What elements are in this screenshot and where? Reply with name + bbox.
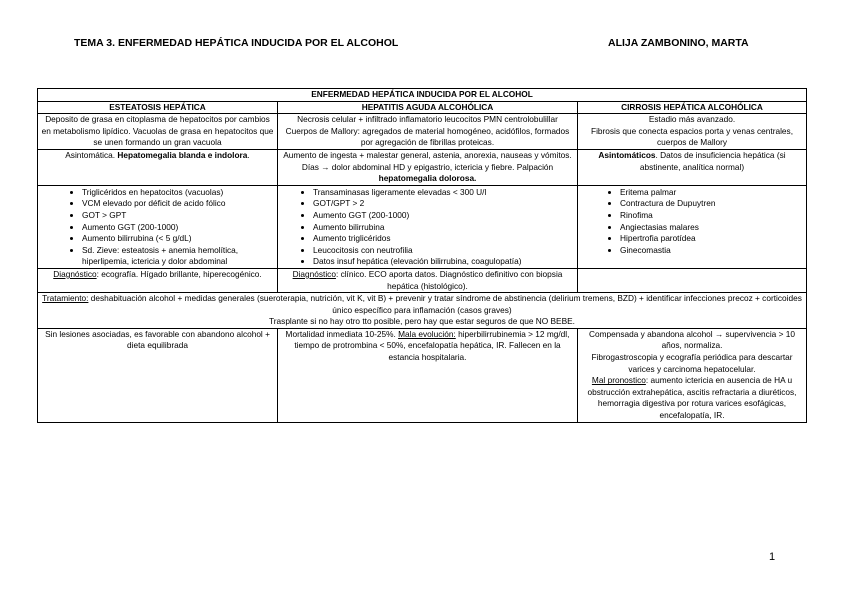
treatment-cell (38, 293, 807, 329)
lab-cirrosis (578, 185, 807, 268)
clinic-hepatitis (278, 149, 578, 185)
clinic-text: . Datos de insuficiencia hepática (si abstinente, analítica normal) (639, 149, 786, 172)
definition-hepatitis-line: Cuerpos de Mallory: agregados de material homogéneo, acidófilos, formados por agregación de fibrillas proteicas. (285, 125, 570, 148)
prognosis-text: Fibrogastroscopia y ecografía periódica para descartar varices y carcinoma hepatocelular. (591, 352, 793, 374)
list-item: • Sd. Zieve: esteatosis + anemia hemolítica, hiperlipemia, ictericia y dolor abdominal (82, 245, 274, 268)
clinic-highlight: Asintomáticos (598, 149, 656, 160)
clinic-cirrosis (578, 149, 807, 185)
document-title: TEMA 3. ENFERMEDAD HEPÁTICA INDUCIDA POR EL ALCOHOL (74, 37, 399, 49)
diagnosis-label: Diagnóstico (292, 268, 336, 279)
treatment-label: Tratamiento: (42, 293, 89, 304)
column-header-cirrosis: CIRROSIS HEPÁTICA ALCOHÓLICA (578, 101, 807, 114)
list-item: • Aumento GGT (200-1000) (82, 222, 274, 234)
clinic-row (38, 149, 807, 185)
prognosis-label: Mala evolución: (398, 328, 456, 339)
diagnosis-hepatitis (278, 268, 578, 292)
column-header-row (38, 101, 807, 114)
definition-row (38, 114, 807, 150)
column-header-hepatitis: HEPATITIS AGUDA ALCOHÓLICA (278, 101, 578, 114)
prognosis-text: Mortalidad inmediata 10-25%. (285, 328, 396, 339)
diagnosis-text: : clínico. ECO aporta datos. Diagnóstico definitivo con biopsia hepática (histológico). (335, 268, 563, 291)
list-item: • Aumento bilirrubina (< 5 g/dL) (82, 233, 274, 245)
definition-hepatitis (278, 114, 578, 150)
list-item: • Ginecomastia (620, 245, 803, 257)
diagnosis-esteatosis (38, 268, 278, 292)
prognosis-row (38, 328, 807, 422)
treatment-row (38, 293, 807, 329)
list-item: • Eritema palmar (620, 187, 803, 199)
lab-esteatosis (38, 185, 278, 268)
prognosis-esteatosis: Sin lesiones asociadas, es favorable con abandono alcohol + dieta equilibrada (38, 328, 278, 422)
prognosis-text (581, 375, 803, 421)
definition-cirrosis-line: Estadio más avanzado. (648, 114, 736, 125)
list-item: • Datos insuf hepática (elevación bilirrubina, coagulopatía) (313, 256, 574, 268)
prognosis-detail: : aumento ictericia en ausencia de HA u obstrucción extrahepática, ascitis refractaria a diuréticos, hemorragia digestiva por rotura varices esofágicas, encefalopatía, IR. (587, 375, 797, 421)
diagnosis-row (38, 268, 807, 292)
disease-table (37, 88, 807, 423)
definition-cirrosis-line: Fibrosis que conecta espacios porta y venas centrales, cuerpos de Mallory (591, 125, 793, 148)
treatment-line: deshabituación alcohol + medidas generales (sueroterapia, nutrición, vit K, vit B) + prevenir y tratar síndrome de abstinencia (delirium tremens, BZD) + identificar infecciones precoz + corticoides único específico para inflamación (casos graves) (88, 293, 802, 315)
list-item: • GOT/GPT > 2 (313, 198, 574, 210)
diagnosis-text: : ecografía. Hígado brillante, hiperecogénico. (96, 268, 262, 279)
definition-esteatosis: Deposito de grasa en citoplasma de hepatocitos por cambios en metabolismo lipídico. Vacuolas de grasa en hepatocitos que se unen formando un gran vacuola (38, 114, 278, 150)
prognosis-cirrosis (578, 328, 807, 422)
prognosis-text: Compensada y abandona alcohol → supervivencia > 10 años, normaliza. (589, 328, 795, 351)
prognosis-hepatitis (278, 328, 578, 422)
list-item: • Aumento bilirrubina (313, 222, 574, 234)
list-item: • Contractura de Dupuytren (620, 198, 803, 210)
list-item: • Triglicéridos en hepatocitos (vacuolas) (82, 187, 274, 199)
transplant-text: Trasplante si no hay otro tto posible, pero hay que estar seguros de que NO BEBE. (269, 316, 575, 327)
clinic-text: . (247, 149, 250, 160)
table-title: ENFERMEDAD HEPÁTICA INDUCIDA POR EL ALCOHOL (38, 89, 807, 102)
list-item: • VCM elevado por déficit de acido fólico (82, 198, 274, 210)
list-item: • Hipertrofia parotídea (620, 233, 803, 245)
lab-hepatitis (278, 185, 578, 268)
page-number: 1 (769, 551, 776, 563)
list-item: • Aumento triglicéridos (313, 233, 574, 245)
clinic-text: Aumento de ingesta + malestar general, astenia, anorexia, nauseas y vómitos. Días → dolor abdominal HD y epigastrio, ictericia y fiebre. Palpación (283, 149, 572, 172)
author-name: ALIJA ZAMBONINO, MARTA (608, 37, 749, 49)
diagnosis-label: Diagnóstico (53, 268, 97, 279)
lab-row (38, 185, 807, 268)
list-item: • Angiectasias malares (620, 222, 803, 234)
list-item: • Aumento GGT (200-1000) (313, 210, 574, 222)
diagnosis-cirrosis (578, 268, 807, 292)
table-title-row (38, 89, 807, 102)
definition-cirrosis (578, 114, 807, 150)
list-item: • Leucocitosis con neutrofilia (313, 245, 574, 257)
list-item: • GOT > GPT (82, 210, 274, 222)
prognosis-label: Mal pronostico (591, 375, 646, 386)
clinic-highlight: Hepatomegalia blanda e indolora (117, 149, 248, 160)
list-item: • Transaminasas ligeramente elevadas < 300 U/l (313, 187, 574, 199)
prognosis-text: hiperbilirrubinemia > 12 mg/dl, tiempo de protrombina < 50%, encefalopatía hepática, IR. Fallecen en la estancia hospitalaria. (294, 328, 570, 363)
clinic-highlight: hepatomegalia dolorosa. (378, 173, 477, 184)
column-header-esteatosis: ESTEATOSIS HEPÁTICA (38, 101, 278, 114)
definition-hepatitis-line: Necrosis celular + infiltrado inflamatorio leucocitos PMN centrolobulillar (297, 114, 558, 125)
clinic-text: Asintomática. (65, 149, 116, 160)
list-item: • Rinofima (620, 210, 803, 222)
treatment-text (41, 293, 803, 316)
clinic-esteatosis (38, 149, 278, 185)
